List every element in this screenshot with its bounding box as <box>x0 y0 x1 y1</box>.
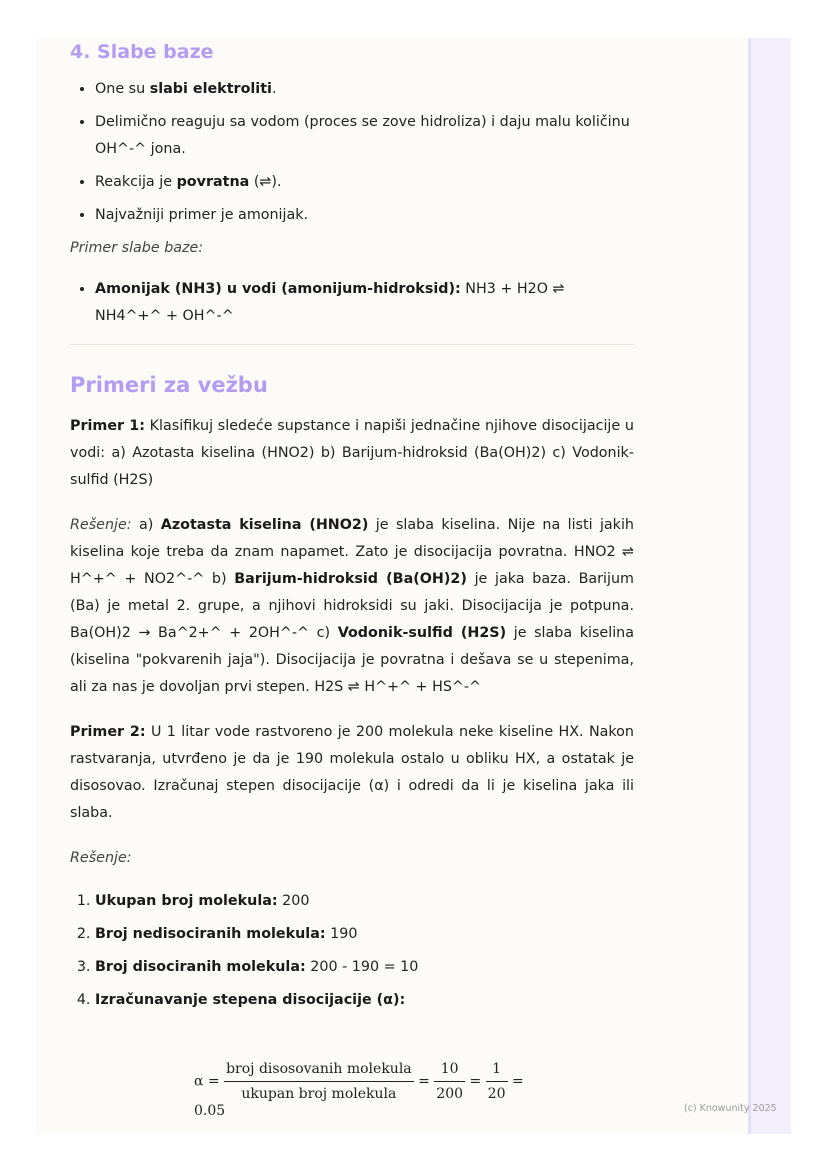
list-item: 3. Broj disociranih molekula: 200 - 190 = 10 <box>95 954 634 981</box>
list-item: • Delimično reaguju sa vodom (proces se zove hidroliza) i daju malu količinu OH^-^ jona. <box>95 109 634 163</box>
section-title-practice: Primeri za vežbu <box>70 373 268 397</box>
formula-lhs: α = <box>194 1073 220 1090</box>
solution-1-text: Rešenje: a) Azotasta kiselina (HNO2) je slaba kiselina. Nije na listi jakih kiselina koje treba da znam napamet. Zato je disocijacija povratna. HNO2 ⇌ H^+^ + NO2^-^ b) Barijum-hidroksid (Ba(OH)2) je jaka baza. Barijum (Ba) je metal 2. grupe, a njihovi hidroksidi su jaki. Disocijacija je potpuna. Ba(OH)2 → Ba^2+^ + 2OH^-^ c) Vodonik-sulfid (H2S) je slaba kiselina (kiselina "pokvarenih jaja"). Disocijacija je povratna i dešava se u stepenima, ali za nas je dovoljan prvi stepen. H2S ⇌ H^+^ + HS^-^ <box>70 517 634 695</box>
document-content <box>70 38 634 1020</box>
example-2-text: Primer 2: U 1 litar vode rastvoreno je 200 molekula neke kiseline HX. Nakon rastvaranja, utvrđeno je da je 190 molekula ostalo u obliku HX, a ostatak je disosovao. Izračunaj stepen disocijacije (α) i odredi da li je kiselina jaka ili slaba. <box>70 724 634 821</box>
weak-base-example-list <box>70 276 634 330</box>
weak-bases-list <box>70 76 634 229</box>
formula-result: = 0.05 <box>194 1073 524 1119</box>
section-title-weak-bases: 4. Slabe baze <box>70 41 214 63</box>
list-item: • Amonijak (NH3) u vodi (amonijum-hidroksid): NH3 + H2O ⇌ NH4^+^ + OH^-^ <box>95 276 634 330</box>
fraction-words: $\frac{\text{broj disosovanih molekula}}{\text{ukupan broj molekula}}$ <box>226 1061 412 1102</box>
list-item: • Najvažniji primer je amonijak. <box>95 202 634 229</box>
solution-2-label: Rešenje: <box>70 850 132 866</box>
example-label: Primer slabe baze: <box>70 240 204 256</box>
list-item: • Reakcija je povratna (⇌). <box>95 169 634 196</box>
fraction-simplified: $\frac{1}{20}$ <box>487 1061 506 1102</box>
fraction-numbers: $\frac{10}{200}$ <box>436 1061 464 1102</box>
solution-steps-list <box>70 888 634 1014</box>
list-item: 1. Ukupan broj molekula: 200 <box>95 888 634 915</box>
list-item: 2. Broj nedisociranih molekula: 190 <box>95 921 634 948</box>
section-divider <box>70 344 634 345</box>
list-item: • One su slabi elektroliti. <box>95 76 634 103</box>
example-1-text: Primer 1: Klasifikuj sledeće supstance i napiši jednačine njihove disocijacije u vodi: a) Azotasta kiselina (HNO2) b) Barijum-hidroksid (Ba(OH)2) c) Vodonik-sulfid (H2S) <box>70 418 634 488</box>
list-item: 4. Izračunavanje stepena disocijacije (α): <box>95 987 634 1014</box>
dissociation-formula: α = $\frac{\text{broj disosovanih molekula}}{\text{ukupan broj molekula}}$ = $\frac{10}{200}$ = $\frac{1}{20}$ = 0.05 <box>194 1061 524 1119</box>
page-sidebar <box>748 38 791 1134</box>
copyright-footer: (c) Knowunity 2025 <box>684 1103 777 1114</box>
